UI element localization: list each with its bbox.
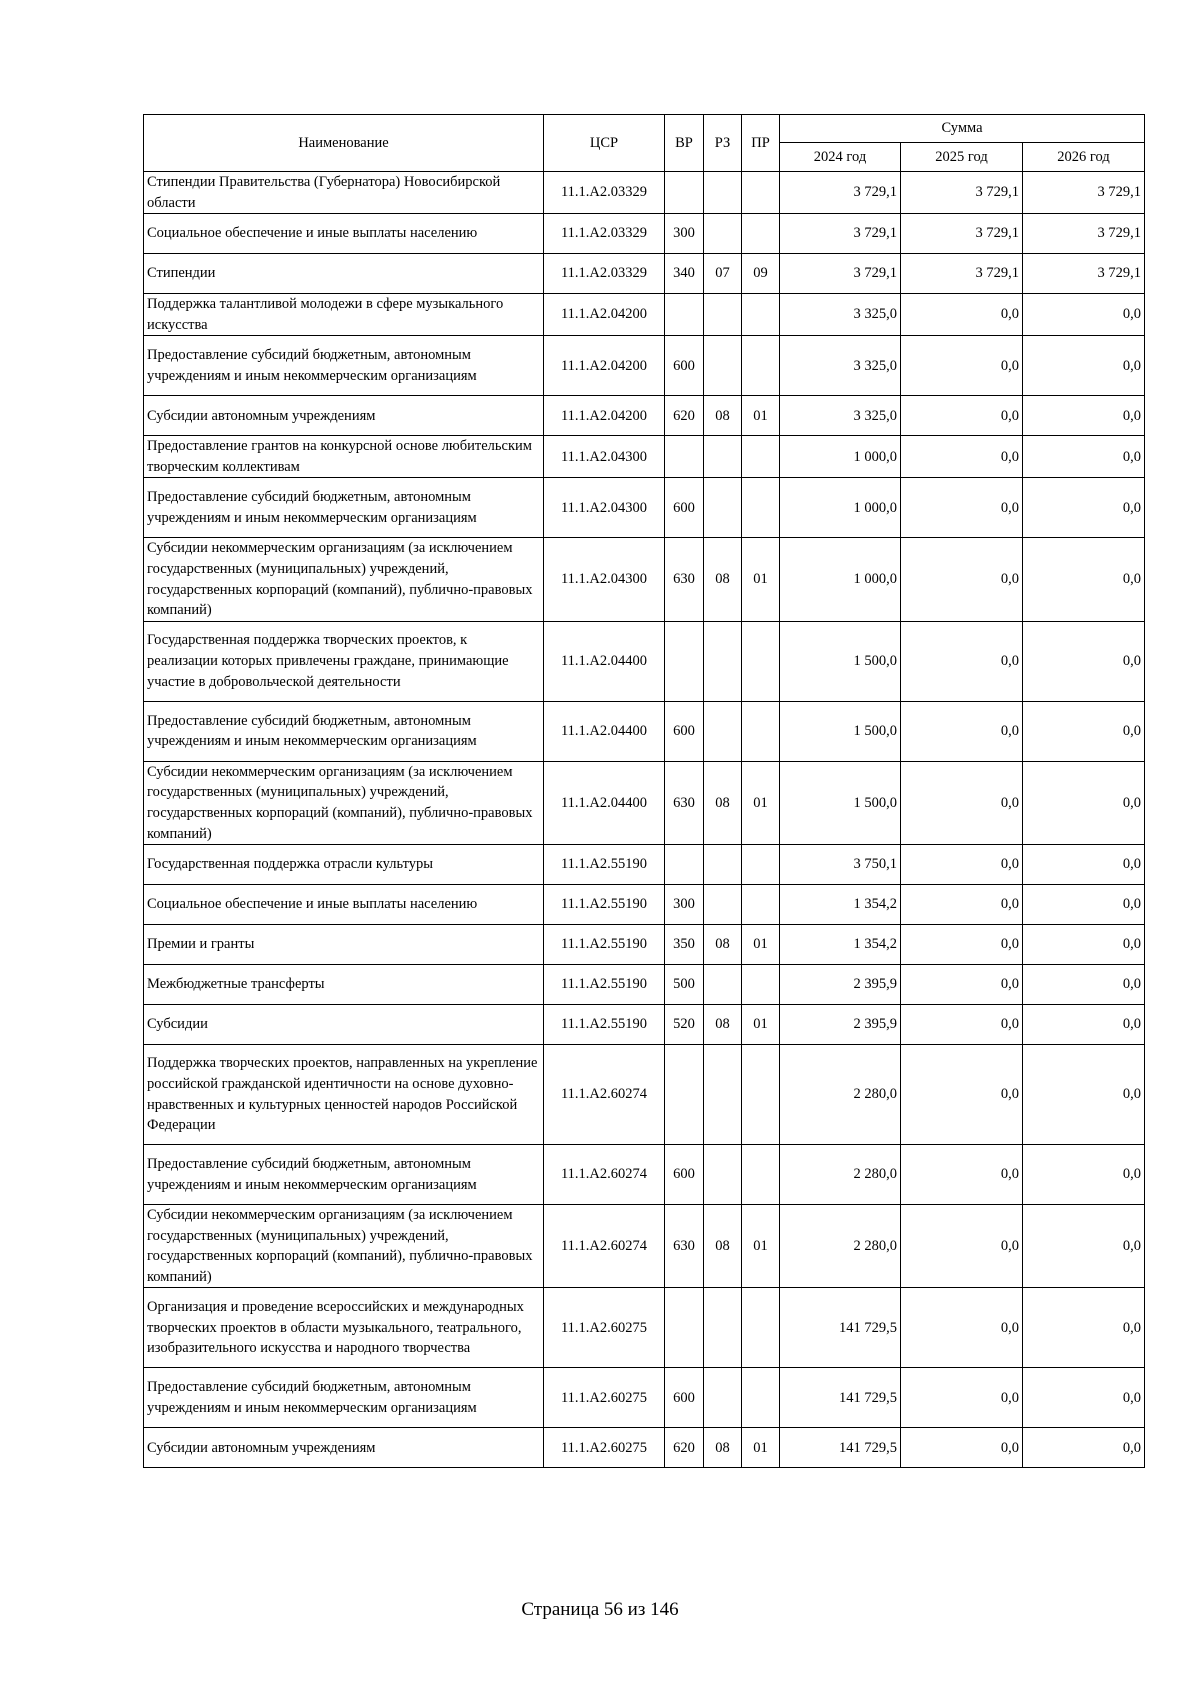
cell-name: Стипендии	[144, 254, 544, 294]
table-row	[144, 1205, 1145, 1288]
cell-pr	[742, 1288, 780, 1368]
header-csr: ЦСР	[544, 115, 665, 172]
cell-csr: 11.1.А2.04400	[544, 761, 665, 844]
cell-rz	[704, 701, 742, 761]
cell-csr: 11.1.А2.04400	[544, 701, 665, 761]
cell-sum-2025: 0,0	[901, 925, 1023, 965]
header-name: Наименование	[144, 115, 544, 172]
cell-sum-2026: 3 729,1	[1023, 214, 1145, 254]
cell-csr: 11.1.А2.04300	[544, 478, 665, 538]
cell-sum-2026: 0,0	[1023, 761, 1145, 844]
cell-vr	[665, 621, 704, 701]
cell-pr	[742, 214, 780, 254]
table-body	[144, 172, 1145, 1468]
table-row	[144, 214, 1145, 254]
cell-pr	[742, 621, 780, 701]
table-row	[144, 885, 1145, 925]
cell-rz	[704, 294, 742, 336]
cell-vr: 600	[665, 478, 704, 538]
cell-pr	[742, 436, 780, 478]
cell-vr: 600	[665, 1145, 704, 1205]
cell-sum-2026: 0,0	[1023, 1045, 1145, 1145]
cell-csr: 11.1.А2.04400	[544, 621, 665, 701]
cell-sum-2026: 0,0	[1023, 336, 1145, 396]
cell-rz	[704, 1368, 742, 1428]
cell-sum-2024: 3 325,0	[780, 294, 901, 336]
cell-vr	[665, 436, 704, 478]
cell-sum-2024: 3 325,0	[780, 336, 901, 396]
cell-csr: 11.1.А2.60275	[544, 1428, 665, 1468]
cell-csr: 11.1.А2.60275	[544, 1288, 665, 1368]
cell-sum-2025: 0,0	[901, 436, 1023, 478]
cell-vr: 630	[665, 1205, 704, 1288]
cell-csr: 11.1.А2.04200	[544, 396, 665, 436]
cell-csr: 11.1.А2.03329	[544, 214, 665, 254]
cell-rz	[704, 478, 742, 538]
cell-sum-2024: 1 000,0	[780, 538, 901, 621]
cell-rz: 08	[704, 761, 742, 844]
cell-sum-2024: 2 280,0	[780, 1045, 901, 1145]
cell-pr: 01	[742, 1205, 780, 1288]
cell-pr: 01	[742, 1428, 780, 1468]
cell-name: Предоставление грантов на конкурсной основе любительским творческим коллективам	[144, 436, 544, 478]
cell-name: Премии и гранты	[144, 925, 544, 965]
cell-rz: 08	[704, 538, 742, 621]
cell-name: Поддержка творческих проектов, направленных на укрепление российской гражданской идентичности на основе духовно-нравственных и культурных ценностей народов Российской Федерации	[144, 1045, 544, 1145]
table-row	[144, 761, 1145, 844]
cell-rz	[704, 885, 742, 925]
cell-sum-2025: 0,0	[901, 1205, 1023, 1288]
cell-name: Субсидии	[144, 1005, 544, 1045]
cell-sum-2024: 1 354,2	[780, 885, 901, 925]
cell-pr	[742, 336, 780, 396]
cell-csr: 11.1.А2.04200	[544, 294, 665, 336]
cell-csr: 11.1.А2.60274	[544, 1045, 665, 1145]
cell-name: Субсидии некоммерческим организациям (за исключением государственных (муниципальных) учреждений, государственных корпораций (компаний), публично-правовых компаний)	[144, 1205, 544, 1288]
cell-csr: 11.1.А2.55190	[544, 925, 665, 965]
cell-sum-2026: 0,0	[1023, 621, 1145, 701]
cell-sum-2026: 0,0	[1023, 845, 1145, 885]
cell-sum-2025: 0,0	[901, 761, 1023, 844]
cell-rz: 08	[704, 1205, 742, 1288]
cell-rz: 07	[704, 254, 742, 294]
table-row	[144, 172, 1145, 214]
cell-sum-2025: 0,0	[901, 1045, 1023, 1145]
cell-sum-2025: 0,0	[901, 965, 1023, 1005]
cell-sum-2024: 2 395,9	[780, 1005, 901, 1045]
budget-table	[143, 114, 1145, 1468]
table-row	[144, 621, 1145, 701]
cell-vr	[665, 172, 704, 214]
cell-pr: 01	[742, 396, 780, 436]
header-year-2026: 2026 год	[1023, 143, 1145, 172]
cell-name: Предоставление субсидий бюджетным, автономным учреждениям и иным некоммерческим организациям	[144, 1145, 544, 1205]
cell-pr: 01	[742, 761, 780, 844]
cell-name: Межбюджетные трансферты	[144, 965, 544, 1005]
table-row	[144, 336, 1145, 396]
cell-name: Предоставление субсидий бюджетным, автономным учреждениям и иным некоммерческим организациям	[144, 1368, 544, 1428]
cell-sum-2026: 0,0	[1023, 1005, 1145, 1045]
cell-vr: 500	[665, 965, 704, 1005]
cell-pr	[742, 1368, 780, 1428]
cell-rz	[704, 172, 742, 214]
cell-name: Государственная поддержка отрасли культуры	[144, 845, 544, 885]
cell-sum-2026: 0,0	[1023, 436, 1145, 478]
cell-sum-2025: 0,0	[901, 1288, 1023, 1368]
cell-rz: 08	[704, 925, 742, 965]
cell-sum-2026: 0,0	[1023, 1368, 1145, 1428]
cell-csr: 11.1.А2.55190	[544, 965, 665, 1005]
cell-csr: 11.1.А2.04300	[544, 538, 665, 621]
cell-rz	[704, 621, 742, 701]
cell-name: Поддержка талантливой молодежи в сфере музыкального искусства	[144, 294, 544, 336]
cell-name: Социальное обеспечение и иные выплаты населению	[144, 214, 544, 254]
cell-sum-2024: 1 500,0	[780, 761, 901, 844]
cell-sum-2026: 0,0	[1023, 701, 1145, 761]
cell-sum-2024: 1 500,0	[780, 701, 901, 761]
cell-pr	[742, 478, 780, 538]
cell-rz: 08	[704, 396, 742, 436]
cell-rz	[704, 845, 742, 885]
cell-sum-2026: 0,0	[1023, 885, 1145, 925]
cell-sum-2025: 0,0	[901, 294, 1023, 336]
cell-csr: 11.1.А2.55190	[544, 1005, 665, 1045]
cell-sum-2025: 0,0	[901, 336, 1023, 396]
cell-sum-2025: 0,0	[901, 478, 1023, 538]
cell-csr: 11.1.А2.60274	[544, 1205, 665, 1288]
page-number: Страница 56 из 146	[521, 1599, 679, 1620]
cell-pr	[742, 1045, 780, 1145]
cell-csr: 11.1.А2.55190	[544, 885, 665, 925]
cell-csr: 11.1.А2.03329	[544, 172, 665, 214]
table-row	[144, 925, 1145, 965]
table-row	[144, 1005, 1145, 1045]
table-row	[144, 1045, 1145, 1145]
header-year-2025: 2025 год	[901, 143, 1023, 172]
cell-vr: 620	[665, 396, 704, 436]
cell-name: Предоставление субсидий бюджетным, автономным учреждениям и иным некоммерческим организациям	[144, 701, 544, 761]
table-row	[144, 478, 1145, 538]
cell-name: Предоставление субсидий бюджетным, автономным учреждениям и иным некоммерческим организациям	[144, 478, 544, 538]
header-pr: ПР	[742, 115, 780, 172]
cell-sum-2025: 0,0	[901, 1368, 1023, 1428]
cell-name: Предоставление субсидий бюджетным, автономным учреждениям и иным некоммерческим организациям	[144, 336, 544, 396]
table-row	[144, 845, 1145, 885]
cell-pr	[742, 172, 780, 214]
cell-sum-2024: 1 000,0	[780, 436, 901, 478]
cell-name: Государственная поддержка творческих проектов, к реализации которых привлечены граждане, принимающие участие в добровольческой деятельности	[144, 621, 544, 701]
cell-sum-2024: 3 325,0	[780, 396, 901, 436]
cell-pr: 01	[742, 538, 780, 621]
cell-sum-2025: 0,0	[901, 1145, 1023, 1205]
cell-sum-2025: 0,0	[901, 538, 1023, 621]
cell-sum-2026: 0,0	[1023, 965, 1145, 1005]
cell-rz	[704, 965, 742, 1005]
cell-name: Организация и проведение всероссийских и международных творческих проектов в области музыкального, театрального, изобразительного искусства и народного творчества	[144, 1288, 544, 1368]
cell-rz	[704, 214, 742, 254]
cell-sum-2026: 0,0	[1023, 925, 1145, 965]
cell-sum-2026: 3 729,1	[1023, 172, 1145, 214]
header-year-2024: 2024 год	[780, 143, 901, 172]
cell-vr: 630	[665, 761, 704, 844]
cell-csr: 11.1.А2.04200	[544, 336, 665, 396]
cell-sum-2024: 3 729,1	[780, 214, 901, 254]
cell-name: Субсидии автономным учреждениям	[144, 396, 544, 436]
cell-pr: 01	[742, 925, 780, 965]
cell-csr: 11.1.А2.55190	[544, 845, 665, 885]
cell-name: Социальное обеспечение и иные выплаты населению	[144, 885, 544, 925]
cell-vr: 600	[665, 336, 704, 396]
table-row	[144, 1368, 1145, 1428]
cell-sum-2024: 3 750,1	[780, 845, 901, 885]
cell-csr: 11.1.А2.60274	[544, 1145, 665, 1205]
cell-pr	[742, 701, 780, 761]
cell-sum-2025: 0,0	[901, 396, 1023, 436]
cell-rz: 08	[704, 1428, 742, 1468]
cell-rz	[704, 1045, 742, 1145]
cell-sum-2025: 0,0	[901, 1005, 1023, 1045]
cell-rz	[704, 436, 742, 478]
cell-sum-2025: 0,0	[901, 621, 1023, 701]
cell-sum-2024: 2 395,9	[780, 965, 901, 1005]
cell-pr	[742, 965, 780, 1005]
table-row	[144, 1288, 1145, 1368]
cell-vr: 340	[665, 254, 704, 294]
cell-sum-2025: 0,0	[901, 885, 1023, 925]
cell-vr: 300	[665, 214, 704, 254]
cell-pr	[742, 845, 780, 885]
cell-pr: 01	[742, 1005, 780, 1045]
cell-sum-2025: 0,0	[901, 701, 1023, 761]
cell-sum-2026: 0,0	[1023, 1428, 1145, 1468]
cell-sum-2024: 141 729,5	[780, 1428, 901, 1468]
cell-sum-2024: 3 729,1	[780, 254, 901, 294]
cell-sum-2024: 141 729,5	[780, 1288, 901, 1368]
cell-vr: 300	[665, 885, 704, 925]
header-sum: Сумма	[780, 115, 1145, 143]
cell-sum-2026: 3 729,1	[1023, 254, 1145, 294]
cell-rz	[704, 336, 742, 396]
cell-sum-2026: 0,0	[1023, 1145, 1145, 1205]
cell-vr	[665, 294, 704, 336]
table-row	[144, 436, 1145, 478]
cell-sum-2024: 141 729,5	[780, 1368, 901, 1428]
cell-vr	[665, 1045, 704, 1145]
cell-vr	[665, 1288, 704, 1368]
cell-sum-2024: 2 280,0	[780, 1145, 901, 1205]
cell-name: Субсидии некоммерческим организациям (за исключением государственных (муниципальных) учреждений, государственных корпораций (компаний), публично-правовых компаний)	[144, 761, 544, 844]
cell-csr: 11.1.А2.60275	[544, 1368, 665, 1428]
cell-sum-2026: 0,0	[1023, 1205, 1145, 1288]
cell-rz	[704, 1145, 742, 1205]
cell-vr: 630	[665, 538, 704, 621]
table-header	[144, 115, 1145, 172]
cell-name: Субсидии автономным учреждениям	[144, 1428, 544, 1468]
cell-pr	[742, 885, 780, 925]
cell-vr: 350	[665, 925, 704, 965]
header-rz: РЗ	[704, 115, 742, 172]
cell-name: Субсидии некоммерческим организациям (за исключением государственных (муниципальных) учреждений, государственных корпораций (компаний), публично-правовых компаний)	[144, 538, 544, 621]
cell-name: Стипендии Правительства (Губернатора) Новосибирской области	[144, 172, 544, 214]
cell-rz	[704, 1288, 742, 1368]
cell-sum-2026: 0,0	[1023, 396, 1145, 436]
table-row	[144, 1428, 1145, 1468]
cell-sum-2025: 0,0	[901, 845, 1023, 885]
cell-vr: 600	[665, 1368, 704, 1428]
table-row	[144, 538, 1145, 621]
cell-sum-2025: 3 729,1	[901, 254, 1023, 294]
cell-sum-2026: 0,0	[1023, 478, 1145, 538]
cell-vr	[665, 845, 704, 885]
cell-sum-2026: 0,0	[1023, 538, 1145, 621]
table-row	[144, 396, 1145, 436]
cell-sum-2026: 0,0	[1023, 294, 1145, 336]
header-vr: ВР	[665, 115, 704, 172]
table-row	[144, 965, 1145, 1005]
table-row	[144, 294, 1145, 336]
cell-vr: 520	[665, 1005, 704, 1045]
cell-vr: 600	[665, 701, 704, 761]
cell-sum-2024: 1 000,0	[780, 478, 901, 538]
cell-vr: 620	[665, 1428, 704, 1468]
cell-sum-2025: 3 729,1	[901, 172, 1023, 214]
cell-sum-2024: 2 280,0	[780, 1205, 901, 1288]
cell-csr: 11.1.А2.04300	[544, 436, 665, 478]
cell-sum-2025: 3 729,1	[901, 214, 1023, 254]
cell-pr: 09	[742, 254, 780, 294]
cell-pr	[742, 1145, 780, 1205]
table-row	[144, 1145, 1145, 1205]
cell-pr	[742, 294, 780, 336]
cell-csr: 11.1.А2.03329	[544, 254, 665, 294]
cell-sum-2026: 0,0	[1023, 1288, 1145, 1368]
cell-sum-2024: 1 354,2	[780, 925, 901, 965]
cell-sum-2025: 0,0	[901, 1428, 1023, 1468]
cell-sum-2024: 1 500,0	[780, 621, 901, 701]
cell-sum-2024: 3 729,1	[780, 172, 901, 214]
table-row	[144, 254, 1145, 294]
table-row	[144, 701, 1145, 761]
cell-rz: 08	[704, 1005, 742, 1045]
